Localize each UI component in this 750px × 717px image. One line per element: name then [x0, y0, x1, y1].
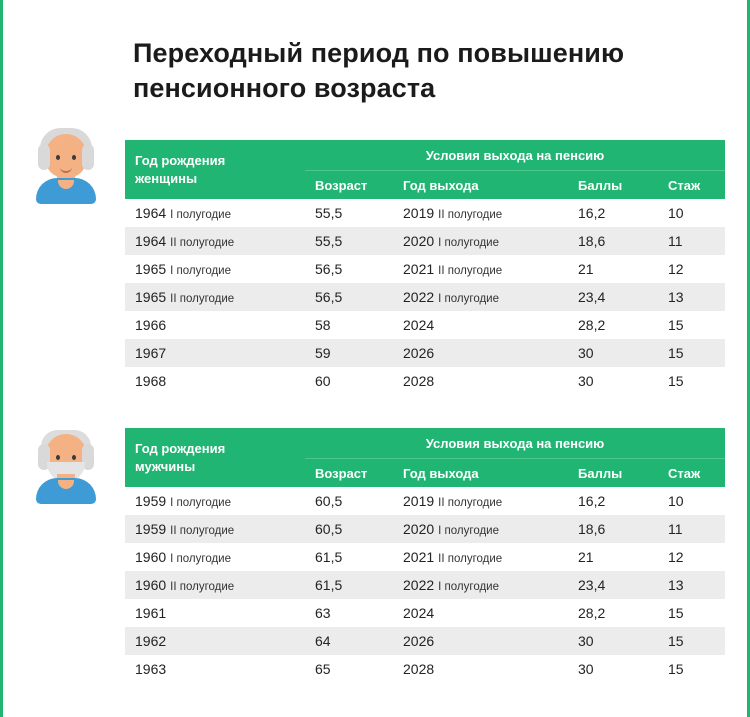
women-birth-header-line2: женщины — [135, 170, 198, 186]
elderly-man-avatar — [29, 428, 103, 502]
woman-hair-right — [82, 144, 94, 170]
women-age-cell: 56,5 — [305, 283, 393, 311]
men-points-cell: 16,2 — [568, 487, 658, 515]
men-experience-cell: 15 — [658, 655, 725, 683]
men-birth-half-label: I полугодие — [170, 553, 231, 565]
women-birth-header — [125, 140, 305, 199]
women-age-cell: 55,5 — [305, 199, 393, 227]
table-row — [125, 571, 725, 599]
men-experience-cell: 15 — [658, 627, 725, 655]
women-exit-year-cell: 2022 I полугодие — [393, 283, 568, 311]
women-points-cell: 21 — [568, 255, 658, 283]
men-points-cell: 23,4 — [568, 571, 658, 599]
women-birth-cell: 1968 — [125, 367, 305, 395]
men-age-header: Возраст — [305, 459, 393, 488]
women-birth-half-label: I полугодие — [170, 265, 231, 277]
men-age-cell: 60,5 — [305, 515, 393, 543]
men-conditions-header: Условия выхода на пенсию — [305, 428, 725, 459]
men-birth-header-line2: мужчины — [135, 458, 196, 474]
man-eye-right — [72, 455, 76, 460]
table-row — [125, 367, 725, 395]
men-birth-half-label: II полугодие — [170, 525, 235, 537]
men-pension-table — [125, 428, 725, 683]
women-age-cell: 58 — [305, 311, 393, 339]
men-birth-half-label: II полугодие — [170, 581, 235, 593]
men-table-body — [125, 487, 725, 683]
men-age-cell: 61,5 — [305, 571, 393, 599]
women-age-cell: 60 — [305, 367, 393, 395]
table-row — [125, 311, 725, 339]
men-experience-cell: 10 — [658, 487, 725, 515]
women-birth-half-label: II полугодие — [170, 237, 235, 249]
women-points-cell: 28,2 — [568, 311, 658, 339]
women-exit-half-label: I полугодие — [438, 237, 499, 249]
men-exit-half-label: I полугодие — [438, 525, 499, 537]
men-exit-year-cell: 2020 I полугодие — [393, 515, 568, 543]
table-row — [125, 227, 725, 255]
men-birth-header — [125, 428, 305, 487]
men-exit-year-cell: 2022 I полугодие — [393, 571, 568, 599]
women-birth-cell: 1967 — [125, 339, 305, 367]
men-experience-cell: 12 — [658, 543, 725, 571]
men-birth-cell: 1960 I полугодие — [125, 543, 305, 571]
men-exit-year-cell: 2028 — [393, 655, 568, 683]
men-age-cell: 61,5 — [305, 543, 393, 571]
men-exit-half-label: I полугодие — [438, 581, 499, 593]
men-exit-year-header: Год выхода — [393, 459, 568, 488]
table-row — [125, 487, 725, 515]
women-conditions-header: Условия выхода на пенсию — [305, 140, 725, 171]
men-birth-cell: 1959 I полугодие — [125, 487, 305, 515]
men-birth-cell: 1962 — [125, 627, 305, 655]
table-row — [125, 655, 725, 683]
women-header-row-1 — [125, 140, 725, 171]
men-points-cell: 30 — [568, 627, 658, 655]
women-experience-cell: 15 — [658, 367, 725, 395]
men-experience-header: Стаж — [658, 459, 725, 488]
men-exit-year-cell: 2019 II полугодие — [393, 487, 568, 515]
men-exit-half-label: II полугодие — [438, 553, 503, 565]
men-points-cell: 21 — [568, 543, 658, 571]
women-points-cell: 23,4 — [568, 283, 658, 311]
women-exit-year-cell: 2024 — [393, 311, 568, 339]
woman-eye-right — [72, 155, 76, 160]
women-exit-year-cell: 2028 — [393, 367, 568, 395]
woman-eye-left — [56, 155, 60, 160]
women-exit-year-cell: 2020 I полугодие — [393, 227, 568, 255]
women-experience-cell: 15 — [658, 311, 725, 339]
women-pension-table-wrap — [125, 140, 725, 395]
men-experience-cell: 13 — [658, 571, 725, 599]
men-header-row-1 — [125, 428, 725, 459]
women-birth-half-label: I полугодие — [170, 209, 231, 221]
women-birth-cell: 1965 II полугодие — [125, 283, 305, 311]
women-experience-cell: 15 — [658, 339, 725, 367]
women-exit-year-cell: 2026 — [393, 339, 568, 367]
women-points-cell: 16,2 — [568, 199, 658, 227]
men-experience-cell: 15 — [658, 599, 725, 627]
men-age-cell: 65 — [305, 655, 393, 683]
women-experience-cell: 11 — [658, 227, 725, 255]
table-row — [125, 627, 725, 655]
table-row — [125, 599, 725, 627]
man-eye-left — [56, 455, 60, 460]
women-exit-half-label: II полугодие — [438, 209, 503, 221]
women-exit-half-label: I полугодие — [438, 293, 499, 305]
women-points-cell: 30 — [568, 339, 658, 367]
women-exit-year-cell: 2021 II полугодие — [393, 255, 568, 283]
women-age-header: Возраст — [305, 171, 393, 200]
men-birth-cell: 1963 — [125, 655, 305, 683]
women-points-header: Баллы — [568, 171, 658, 200]
men-points-cell: 28,2 — [568, 599, 658, 627]
women-age-cell: 55,5 — [305, 227, 393, 255]
men-birth-cell: 1960 II полугодие — [125, 571, 305, 599]
women-birth-cell: 1964 II полугодие — [125, 227, 305, 255]
men-points-cell: 18,6 — [568, 515, 658, 543]
men-age-cell: 64 — [305, 627, 393, 655]
table-row — [125, 515, 725, 543]
women-experience-cell: 13 — [658, 283, 725, 311]
men-exit-year-cell: 2024 — [393, 599, 568, 627]
women-pension-table — [125, 140, 725, 395]
women-birth-header-line1: Год рождения — [135, 152, 226, 168]
men-exit-year-cell: 2021 II полугодие — [393, 543, 568, 571]
men-pension-table-wrap — [125, 428, 725, 683]
women-age-cell: 56,5 — [305, 255, 393, 283]
women-table-body — [125, 199, 725, 395]
table-row — [125, 199, 725, 227]
women-exit-year-header: Год выхода — [393, 171, 568, 200]
women-birth-cell: 1964 I полугодие — [125, 199, 305, 227]
women-exit-year-cell: 2019 II полугодие — [393, 199, 568, 227]
women-experience-header: Стаж — [658, 171, 725, 200]
men-points-cell: 30 — [568, 655, 658, 683]
men-age-cell: 63 — [305, 599, 393, 627]
table-row — [125, 283, 725, 311]
men-points-header: Баллы — [568, 459, 658, 488]
women-birth-cell: 1965 I полугодие — [125, 255, 305, 283]
men-age-cell: 60,5 — [305, 487, 393, 515]
women-experience-cell: 12 — [658, 255, 725, 283]
table-row — [125, 255, 725, 283]
men-exit-year-cell: 2026 — [393, 627, 568, 655]
men-birth-cell: 1961 — [125, 599, 305, 627]
women-birth-cell: 1966 — [125, 311, 305, 339]
elderly-woman-avatar — [29, 128, 103, 202]
women-birth-half-label: II полугодие — [170, 293, 235, 305]
women-points-cell: 18,6 — [568, 227, 658, 255]
men-experience-cell: 11 — [658, 515, 725, 543]
men-birth-header-line1: Год рождения — [135, 440, 226, 456]
women-experience-cell: 10 — [658, 199, 725, 227]
table-row — [125, 339, 725, 367]
men-birth-cell: 1959 II полугодие — [125, 515, 305, 543]
woman-hair-left — [38, 144, 50, 170]
women-points-cell: 30 — [568, 367, 658, 395]
women-exit-half-label: II полугодие — [438, 265, 503, 277]
women-age-cell: 59 — [305, 339, 393, 367]
men-exit-half-label: II полугодие — [438, 497, 503, 509]
page-title: Переходный период по повышению пенсионного возраста — [133, 38, 625, 103]
table-row — [125, 543, 725, 571]
men-birth-half-label: I полугодие — [170, 497, 231, 509]
